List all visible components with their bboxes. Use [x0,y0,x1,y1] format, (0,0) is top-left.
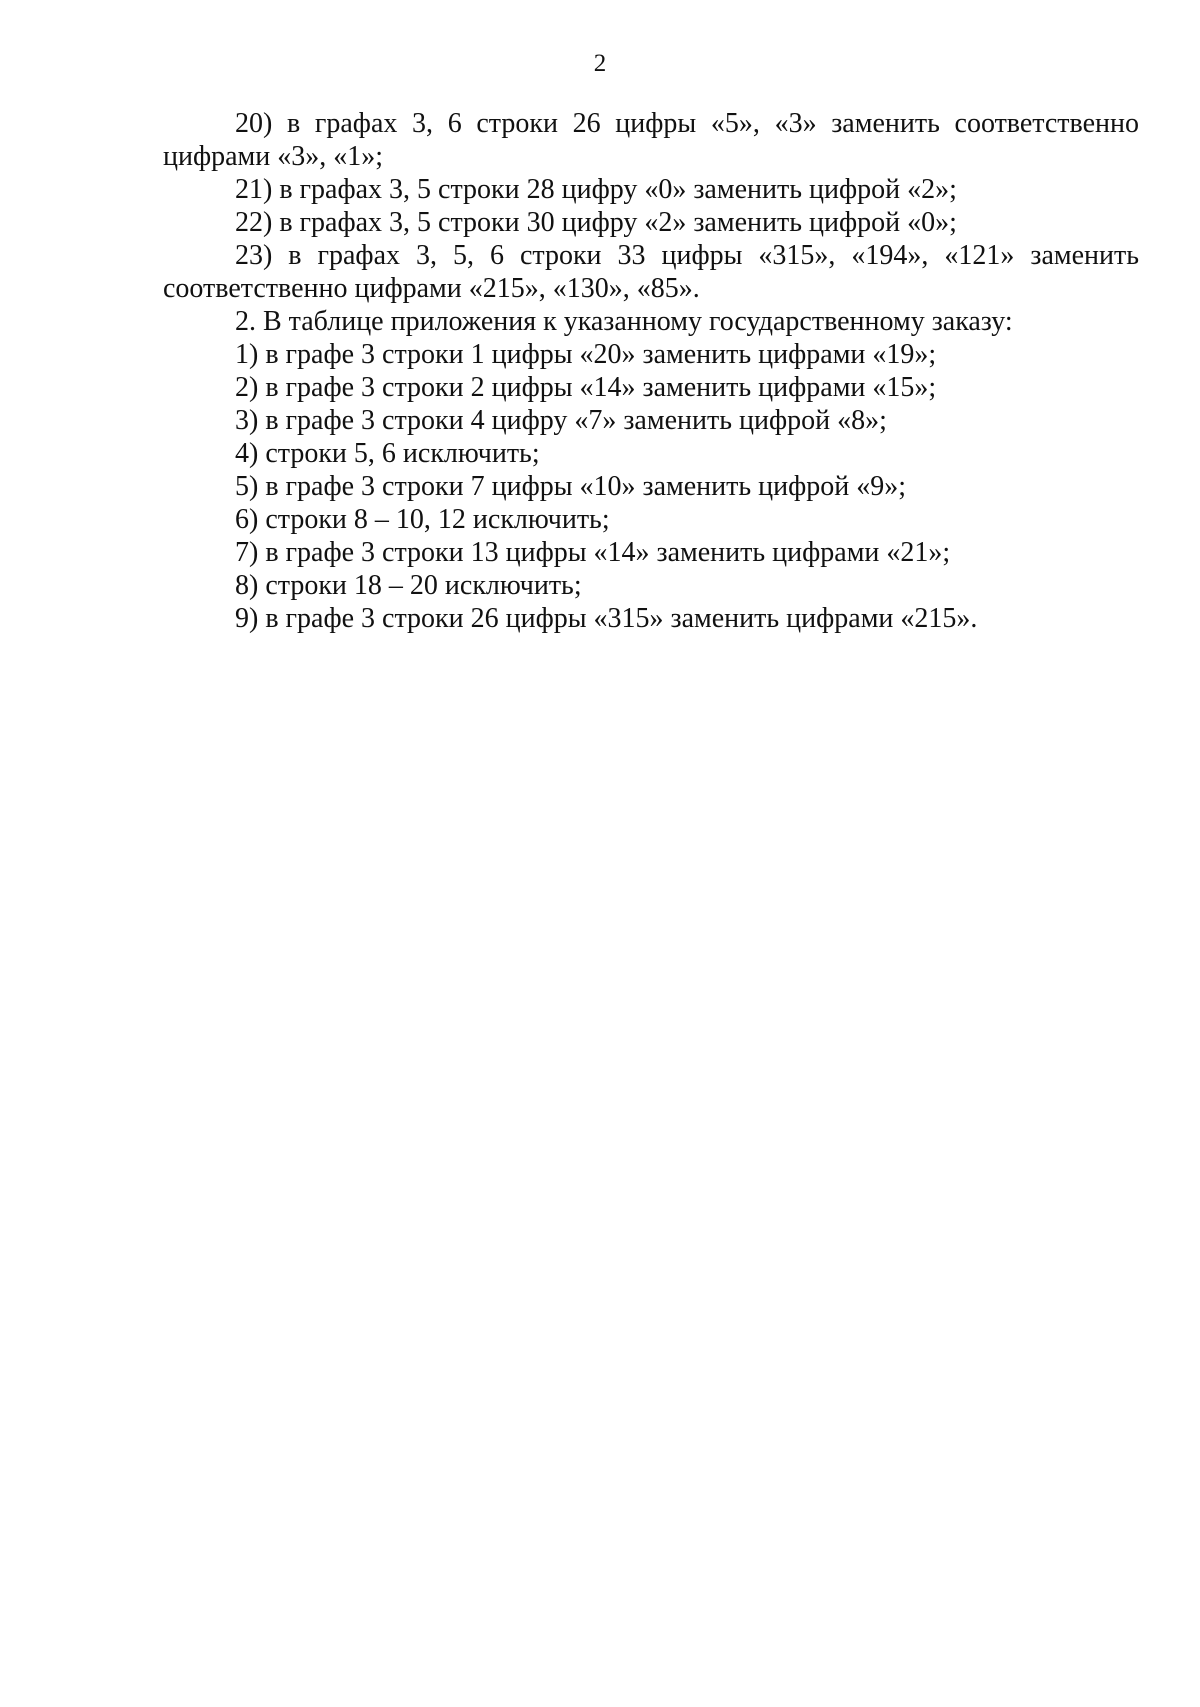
table-item-4: 4) строки 5, 6 исключить; [235,438,540,469]
section-2-heading: 2. В таблице приложения к указанному государственному заказу: [235,306,1013,337]
document-body [163,107,1139,635]
amendment-item-23: 23) в графах 3, 5, 6 строки 33 цифры «315», «194», «121» заменить соответственно цифрами «215», «130», «85». [163,240,1139,304]
table-item-3: 3) в графе 3 строки 4 цифру «7» заменить цифрой «8»; [235,405,887,436]
amendment-item-22: 22) в графах 3, 5 строки 30 цифру «2» заменить цифрой «0»; [235,207,957,238]
table-item-9: 9) в графе 3 строки 26 цифры «315» заменить цифрами «215». [235,603,978,634]
table-item-6: 6) строки 8 – 10, 12 исключить; [235,504,610,535]
table-item-8: 8) строки 18 – 20 исключить; [235,570,582,601]
amendment-item-21: 21) в графах 3, 5 строки 28 цифру «0» заменить цифрой «2»; [235,174,957,205]
amendment-item-20: 20) в графах 3, 6 строки 26 цифры «5», «3» заменить соответственно цифрами «3», «1»; [163,108,1139,172]
table-item-7: 7) в графе 3 строки 13 цифры «14» заменить цифрами «21»; [235,537,951,568]
table-item-1: 1) в графе 3 строки 1 цифры «20» заменить цифрами «19»; [235,339,937,370]
table-item-2: 2) в графе 3 строки 2 цифры «14» заменить цифрами «15»; [235,372,937,403]
page-number: 2 [593,50,607,77]
table-item-5: 5) в графе 3 строки 7 цифры «10» заменить цифрой «9»; [235,471,907,502]
